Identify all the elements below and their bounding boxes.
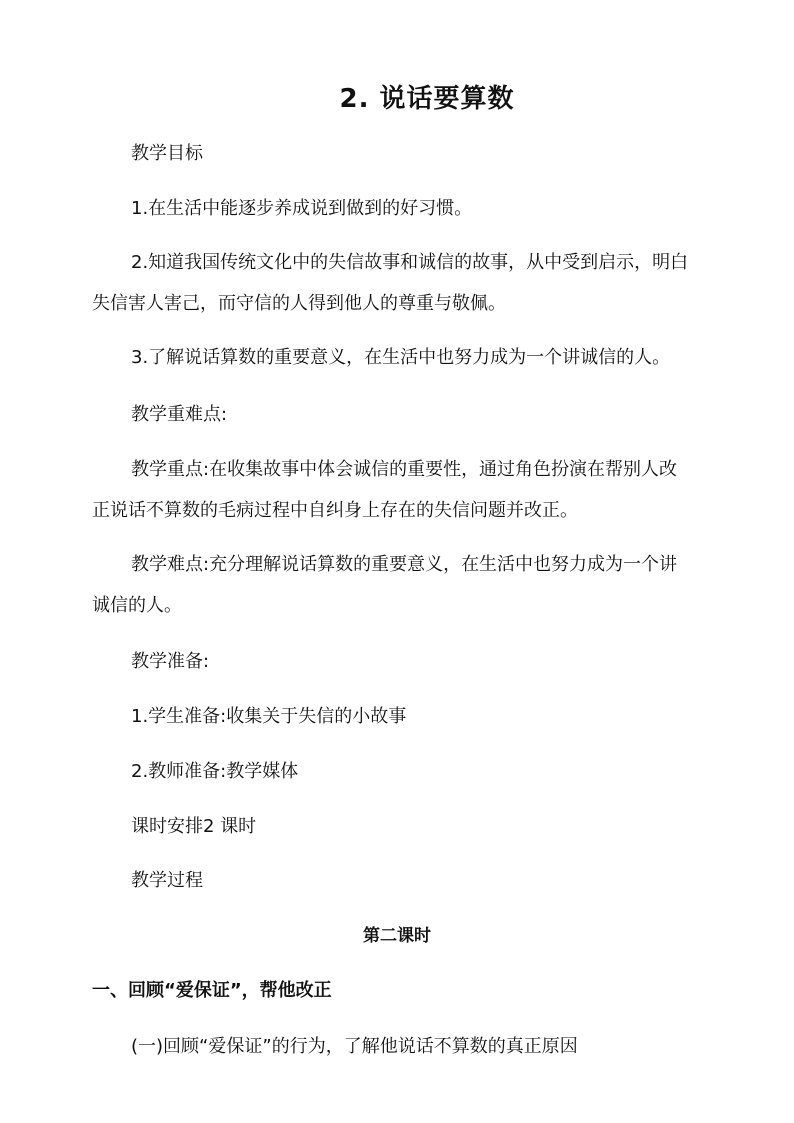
class-hour-arrangement: 课时安排2 课时: [131, 816, 257, 837]
document-title-text: 2. 说话要算数: [339, 84, 515, 114]
goal-item-1: 1.在生活中能逐步养成说到做到的好习惯。: [131, 198, 473, 219]
subsection-one-heading: (一)回顾“爱保证”的行为，了解他说话不算数的真正原因: [131, 1036, 578, 1057]
goal-item-2-line-1: 2.知道我国传统文化中的失信故事和诚信的故事，从中受到启示，明白: [131, 252, 689, 273]
difficult-point-line-1: 教学难点:充分理解说话算数的重要意义，在生活中也努力成为一个讲: [131, 554, 678, 575]
heading-key-difficult-points: 教学重难点:: [131, 404, 228, 425]
goal-item-3: 3.了解说话算数的重要意义，在生活中也努力成为一个讲诚信的人。: [131, 347, 671, 368]
difficult-point-line-2: 诚信的人。: [92, 595, 182, 616]
section-one-heading: 一、回顾“爱保证”，帮他改正: [92, 980, 332, 1001]
preparation-item-1: 1.学生准备:收集关于失信的小故事: [131, 706, 407, 727]
goal-item-2-line-2: 失信害人害己，而守信的人得到他人的尊重与敬佩。: [92, 293, 506, 314]
heading-teaching-preparation: 教学准备:: [131, 651, 210, 672]
preparation-item-2: 2.教师准备:教学媒体: [131, 761, 299, 782]
heading-teaching-process: 教学过程: [131, 870, 203, 891]
key-point-line-2: 正说话不算数的毛病过程中自纠身上存在的失信问题并改正。: [92, 500, 578, 521]
document-title: [0, 78, 794, 115]
heading-teaching-goals: 教学目标: [131, 143, 203, 164]
key-point-line-1: 教学重点:在收集故事中体会诚信的重要性，通过角色扮演在帮别人改: [131, 459, 678, 480]
section-second-lesson: 第二课时: [363, 926, 431, 946]
